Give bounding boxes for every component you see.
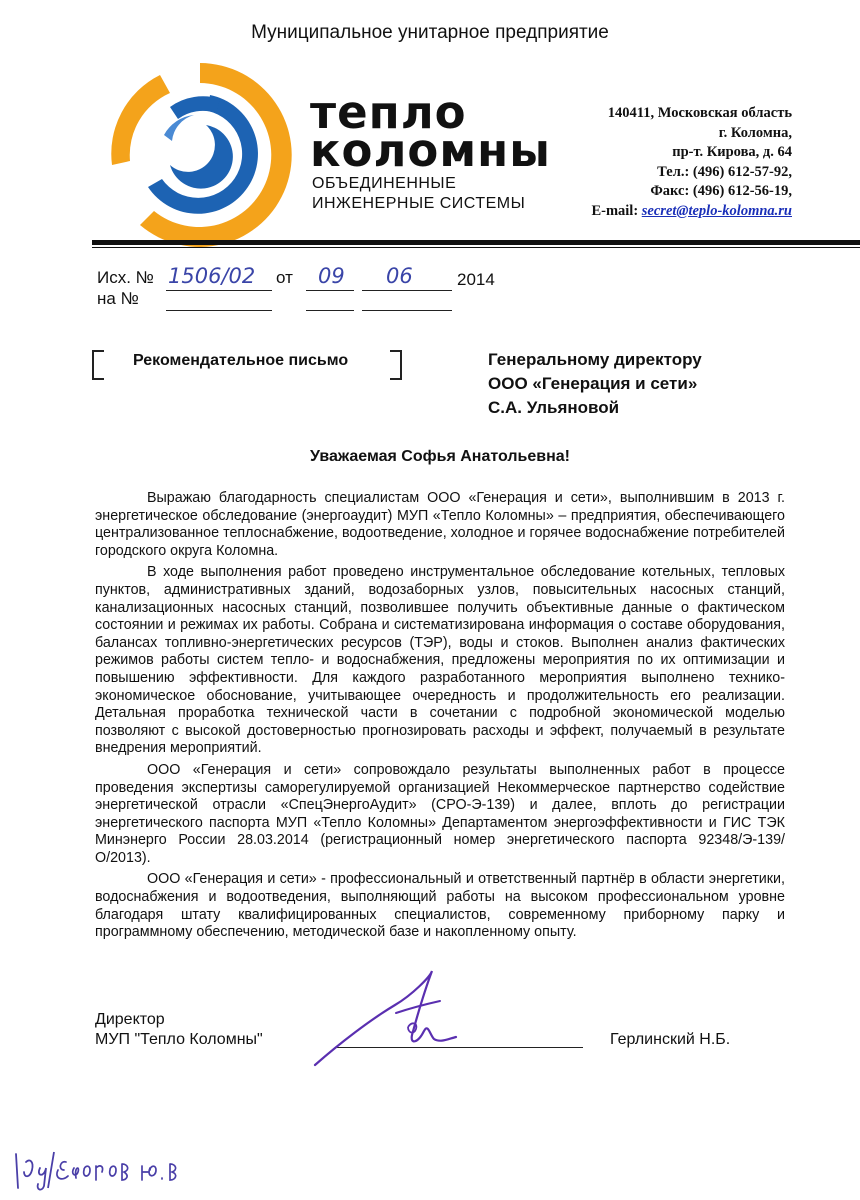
- date-month: 06: [386, 264, 413, 288]
- reply-number-label: на №: [97, 289, 139, 308]
- signatory-title: [95, 1010, 263, 1050]
- email-label: E-mail:: [591, 202, 639, 219]
- outgoing-number: 1506/02: [168, 264, 256, 288]
- greeting: Уважаемая Софья Анатольевна!: [310, 448, 570, 465]
- handwritten-signature-icon: [300, 965, 480, 1075]
- recipient-block: [488, 348, 702, 420]
- email-row: [560, 202, 792, 222]
- signatory-organization: МУП "Тепло Коломны": [95, 1031, 263, 1048]
- paragraph: ООО «Генерация и сети» - профессиональный и ответственный партнёр в области энергетики, водоснабжения и водоотведения, выполняющий работы на высоком профессиональном уровне благодаря штату квалифицированных специалистов, современному приборному парку и программному обеспечению, методической базе и накопленному опыту.: [95, 871, 785, 941]
- address-line: г. Коломна,: [718, 124, 792, 141]
- address-line: 140411, Московская область: [607, 105, 792, 121]
- teplo-kolomny-logo-icon: [100, 60, 300, 250]
- brand-name-line2: коломны: [310, 124, 551, 177]
- outgoing-number-underline: [166, 290, 272, 291]
- brand-name-line1: тепло: [310, 86, 467, 139]
- brand-subtitle-line1: ОБЪЕДИНЕННЫЕ: [312, 175, 457, 192]
- recipient-name: С.А. Ульяновой: [488, 398, 620, 417]
- reply-number-underline: [166, 310, 272, 311]
- fax: Факс: (496) 612-56-19,: [650, 183, 792, 199]
- recipient-company: ООО «Генерация и сети»: [488, 374, 698, 393]
- letter-type: Рекомендательное письмо: [133, 352, 349, 369]
- address-line: пр-т. Кирова, д. 64: [672, 144, 792, 160]
- date-day-underline: [306, 290, 354, 291]
- date-month-underline: [362, 290, 452, 291]
- signatory-position: Директор: [95, 1011, 165, 1028]
- letter-body: [95, 490, 785, 946]
- bracket-left: [92, 350, 104, 380]
- paragraph: В ходе выполнения работ проведено инструментальное обследование котельных, тепловых пунктов, административных зданий, водозаборных узлов, повысительных насосных станций, канализационных насосных станций, позволившее получить объективные данные о фактическом состоянии и режимах их работы. Собрана и систематизирована информация о составе оборудования, балансах топливно-энергетических ресурсов (ТЭР), воды и стоков. Выполнен анализ фактических режимов работы систем тепло- и водоснабжения, предложены мероприятия по их оптимизации и повышению эффективности. Для каждого разработанного мероприятия выполнено технико-экономическое обоснование, учитывающее очередность и продолжительность его реализации. Детальная проработка технической части в сочетании с подробной экономической моделью позволяют с высокой достоверностью прогнозировать расходы и эффект, получаемый в результате внедрения мероприятий.: [95, 564, 785, 757]
- outgoing-number-label: Исх. №: [97, 268, 154, 287]
- paragraph: Выражаю благодарность специалистам ООО «Генерация и сети», выполнившим в 2013 г. энергетическое обследование (энергоаудит) МУП «Тепло Коломны» – предприятия, обеспечивающего централизованное теплоснабжение, водоотведение, холодное и горячее водоснабжение потребителей городского округа Коломна.: [95, 490, 785, 559]
- organization-type: Муниципальное унитарное предприятие: [251, 22, 609, 43]
- reply-date-underline: [306, 310, 354, 311]
- reply-month-underline: [362, 310, 452, 311]
- date-day: 09: [318, 264, 345, 288]
- header-divider-thin: [92, 247, 860, 248]
- header-divider: [92, 240, 860, 245]
- recipient-position: Генеральному директору: [488, 350, 702, 369]
- date-from-label: от: [276, 268, 293, 287]
- bracket-right: [390, 350, 402, 380]
- brand-subtitle-line2: ИНЖЕНЕРНЫЕ СИСТЕМЫ: [312, 195, 526, 212]
- company-address: [560, 104, 792, 221]
- phone: Тел.: (496) 612-57-92,: [657, 163, 792, 180]
- paragraph: ООО «Генерация и сети» сопровождало результаты выполненных работ в процессе проведения экспертизы саморегулируемой организацией Некоммерческое партнерство содействие энергетической отрасли «СпецЭнергоАудит» (СРО-Э-139) и далее, вплоть до регистрации энергетического паспорта МУП «Тепло Коломны» Департаментом энергоэффективности и ГИС ТЭК Минэнерго России 28.03.2014 (регистрационный номер энергетического паспорта 92348/Э-139/О/2013).: [95, 761, 785, 866]
- date-year: 2014: [457, 270, 495, 289]
- signatory-name: Герлинский Н.Б.: [610, 1031, 731, 1048]
- email-link[interactable]: secret@teplo-kolomna.ru: [641, 202, 792, 219]
- handwritten-executor-note-icon: [10, 1148, 190, 1192]
